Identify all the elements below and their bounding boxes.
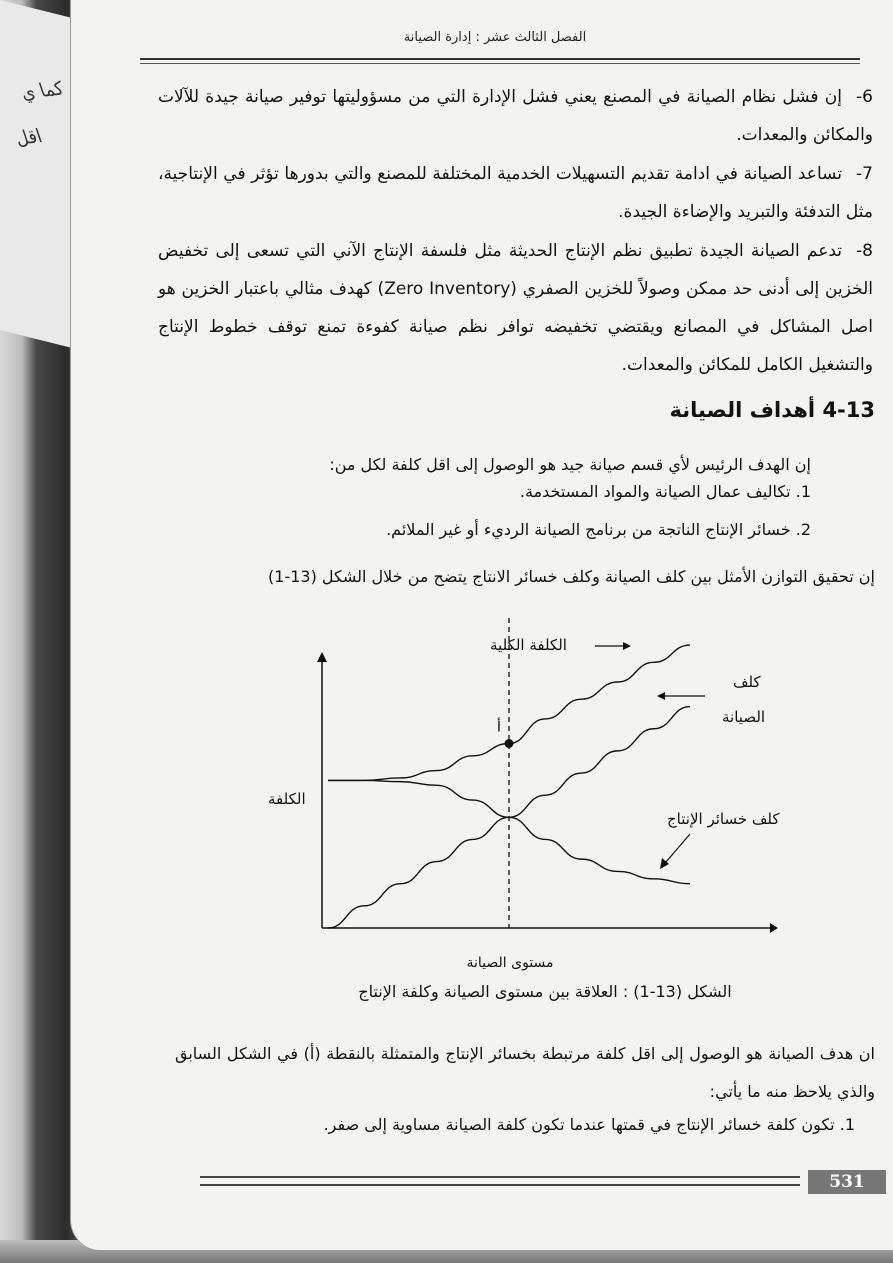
item-number: 1. [795,482,811,501]
item-text: إن فشل نظام الصيانة في المصنع يعني فشل الإدارة التي من مسؤوليتها توفير صيانة جيدة للآلات والمكائن والمعدات. [158,87,873,145]
footer-rule [200,1176,800,1186]
item-number: 1. [839,1115,855,1134]
item-text: خسائر الإنتاج الناتجة من برنامج الصيانة الرديء أو غير الملائم. [386,520,791,539]
page-number: 531 [808,1170,886,1194]
optimum-point [505,739,514,748]
maintenance-cost-arrowhead [657,692,665,700]
header-rule [140,58,860,60]
underlying-text-2: اقل [12,125,46,150]
underlying-text-1: كما ي [17,77,67,105]
item-number: 2. [795,520,811,539]
maintenance-cost-label-1: كلف [733,673,761,691]
section-intro: إن الهدف الرئيس لأي قسم صيانة جيد هو الوصول إلى اقل كلفة لكل من: [329,455,811,474]
production-loss-curve [328,780,690,883]
figure-caption: الشكل (13-1) : العلاقة بين مستوى الصيانة وكلفة الإنتاج [358,982,732,1001]
item-text: تكون كلفة خسائر الإنتاج في قمتها عندما تكون كلفة الصيانة مساوية إلى صفر. [323,1115,835,1134]
item-number: 7- [856,164,873,184]
section-heading: 4-13 أهداف الصيانة [669,398,875,422]
maintenance-cost-label-2: الصيانة [722,708,766,726]
header-rule-thin [140,63,860,64]
x-axis-arrow [770,923,778,933]
optimum-label: أ [497,719,501,736]
item-text: تساعد الصيانة في ادامة تقديم التسهيلات الخدمية المختلفة للمصنع والتي بدورها تؤثر في الإنتاجية، مثل التدفئة والتبريد والإضاءة الجيدة. [158,164,873,222]
production-loss-label: كلف خسائر الإنتاج [667,810,780,828]
loss-cost-arrow [666,834,690,862]
item-text: تدعم الصيانة الجيدة تطبيق نظم الإنتاج الحديثة مثل فلسفة الإنتاج الآني التي تسعى إلى تخفيض الخزين إلى أدنى حد ممكن وصولاً للخزين الصفري (Zero Inventory) كهدف مثالي باعتبار الخزين هو اصل المشاكل في المصانع ويقتضي تخفيضه توافر نظم صيانة كفوءة تمنع توقف خطوط الإنتاج والتشغيل الكامل للمكائن والمعدات. [158,241,873,375]
x-axis-label: مستوى الصيانة [466,955,554,971]
cost-axis-label: الكلفة [268,790,306,808]
conclusion-paragraph: ان هدف الصيانة هو الوصول إلى اقل كلفة مرتبطة بخسائر الإنتاج والمتمثلة بالنقطة (أ) في الشكل السابق والذي يلاحظ منه ما يأتي: [175,1044,875,1101]
balance-sentence: إن تحقيق التوازن الأمثل بين كلف الصيانة وكلف خسائر الانتاج يتضح من خلال الشكل (13-1) [268,567,875,586]
cost-chart [250,610,810,950]
list-item-6 [158,78,873,154]
total-cost-arrowhead [623,642,631,650]
list-item-8 [158,232,873,384]
conclusion-item-1 [324,1115,855,1134]
y-axis-arrow [317,652,327,662]
item-text: تكاليف عمال الصيانة والمواد المستخدمة. [519,482,791,501]
item-number: 8- [856,241,873,261]
item-number: 6- [856,87,873,107]
chapter-title: الفصل الثالث عشر : إدارة الصيانة [403,30,587,45]
list-item-7 [158,155,873,231]
total-cost-label: الكلفة الكلية [490,636,567,654]
objective-item-1 [520,482,811,501]
objective-item-2 [386,520,811,539]
